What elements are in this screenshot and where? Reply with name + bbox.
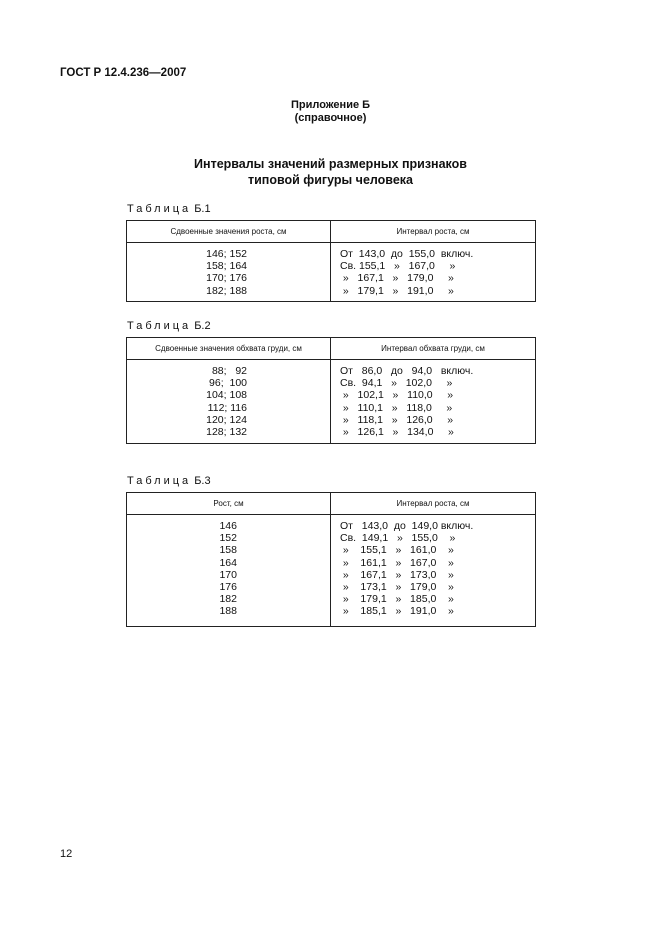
table-b1-cell-col1: 170; 176 bbox=[206, 272, 247, 285]
table-b2-header-col1: Сдвоенные значения обхвата груди, см bbox=[127, 338, 331, 360]
table-b3-cell-col1: 182 bbox=[219, 593, 237, 606]
table-b3-cell-col2: От 143,0 до 149,0 включ. bbox=[340, 520, 474, 532]
table-caption-b1 bbox=[127, 203, 211, 215]
table-b1-cell-col1: 146; 152 bbox=[206, 248, 247, 260]
table-b3-header-col1: Рост, см bbox=[127, 493, 331, 515]
table-b2-cell-col2: » 110,1 » 118,0 » bbox=[340, 401, 453, 414]
table-b2-header-col2: Интервал обхвата груди, см bbox=[331, 338, 536, 360]
table-b2-cell-col2: Св. 94,1 » 102,0 » bbox=[340, 377, 453, 390]
table-b3-cell-col2: » 173,1 » 179,0 » bbox=[340, 580, 454, 593]
section-title-line1: Интервалы значений размерных признаков bbox=[194, 157, 467, 171]
table-b2-cell-col1: 128; 132 bbox=[206, 425, 247, 438]
appendix-title: Приложение Б bbox=[290, 99, 371, 111]
page-number: 12 bbox=[60, 848, 73, 860]
appendix-subtitle: (справочное) bbox=[294, 112, 367, 124]
table-b2-cell-col1: 120; 124 bbox=[206, 413, 247, 426]
table-b3-cell-col1: 170 bbox=[219, 568, 237, 581]
table-b2-cell-col2: » 126,1 » 134,0 » bbox=[340, 425, 454, 438]
table-b3-cell-col1: 164 bbox=[219, 556, 237, 569]
table-b2-cell-col2: От 86,0 до 94,0 включ. bbox=[340, 365, 474, 377]
table-b3-cell-col1: 146 bbox=[219, 520, 237, 532]
table-caption-number: Б.2 bbox=[194, 320, 211, 332]
table-b3-cell-col1: 152 bbox=[219, 532, 237, 545]
table-b1-cell-col2: Св. 155,1 » 167,0 » bbox=[340, 260, 456, 273]
table-b1-col2 bbox=[331, 243, 536, 302]
document-code: ГОСТ Р 12.4.236—2007 bbox=[60, 67, 187, 79]
table-b1-cell-col1: 158; 164 bbox=[206, 260, 247, 273]
table-b1-cell-col2: От 143,0 до 155,0 включ. bbox=[340, 248, 474, 260]
section-title-line2: типовой фигуры человека bbox=[247, 173, 413, 187]
table-b2-cell-col1: 104; 108 bbox=[206, 389, 247, 402]
table-b2-col2 bbox=[331, 360, 536, 444]
table-caption-number: Б.3 bbox=[194, 475, 211, 487]
table-b1-header-col1: Сдвоенные значения роста, см bbox=[127, 221, 331, 243]
table-b3-cell-col2: » 179,1 » 185,0 » bbox=[340, 593, 454, 606]
table-b2-cell-col1: 96; 100 bbox=[209, 377, 247, 390]
table-b3-col1 bbox=[127, 515, 331, 627]
table-b3-cell-col2: Св. 149,1 » 155,0 » bbox=[340, 532, 456, 545]
table-b3-col2 bbox=[331, 515, 536, 627]
table-b3-cell-col1: 188 bbox=[219, 605, 237, 618]
table-b1-cell-col1: 182; 188 bbox=[206, 284, 247, 297]
table-b2-cell-col2: » 102,1 » 110,0 » bbox=[340, 389, 454, 402]
table-b3-cell-col2: » 167,1 » 173,0 » bbox=[340, 568, 454, 581]
table-b1-col1 bbox=[127, 243, 331, 302]
table-caption-word: Таблица bbox=[127, 320, 192, 332]
table-b2-cell-col1: 88; 92 bbox=[211, 365, 247, 377]
table-b2-cell-col1: 112; 116 bbox=[207, 401, 247, 414]
table-b1-cell-col2: » 179,1 » 191,0 » bbox=[340, 284, 454, 297]
table-b1-cell-col2: » 167,1 » 179,0 » bbox=[340, 272, 454, 285]
table-b1-header-col2: Интервал роста, см bbox=[331, 221, 536, 243]
table-caption-word: Таблица bbox=[127, 475, 192, 487]
table-caption-number: Б.1 bbox=[194, 203, 211, 215]
table-b2-col1 bbox=[127, 360, 331, 444]
table-b3-cell-col2: » 185,1 » 191,0 » bbox=[340, 605, 454, 618]
table-b1 bbox=[126, 220, 536, 302]
table-caption-b2 bbox=[127, 320, 211, 332]
table-b2 bbox=[126, 337, 536, 444]
table-b3-cell-col1: 176 bbox=[219, 580, 237, 593]
table-b3 bbox=[126, 492, 536, 627]
table-b3-cell-col2: » 161,1 » 167,0 » bbox=[340, 556, 454, 569]
table-caption-word: Таблица bbox=[127, 203, 192, 215]
table-b2-cell-col2: » 118,1 » 126,0 » bbox=[340, 413, 454, 426]
table-b3-cell-col1: 158 bbox=[219, 544, 237, 557]
table-b3-cell-col2: » 155,1 » 161,0 » bbox=[340, 544, 454, 557]
table-caption-b3 bbox=[127, 475, 211, 487]
table-b3-header-col2: Интервал роста, см bbox=[331, 493, 536, 515]
